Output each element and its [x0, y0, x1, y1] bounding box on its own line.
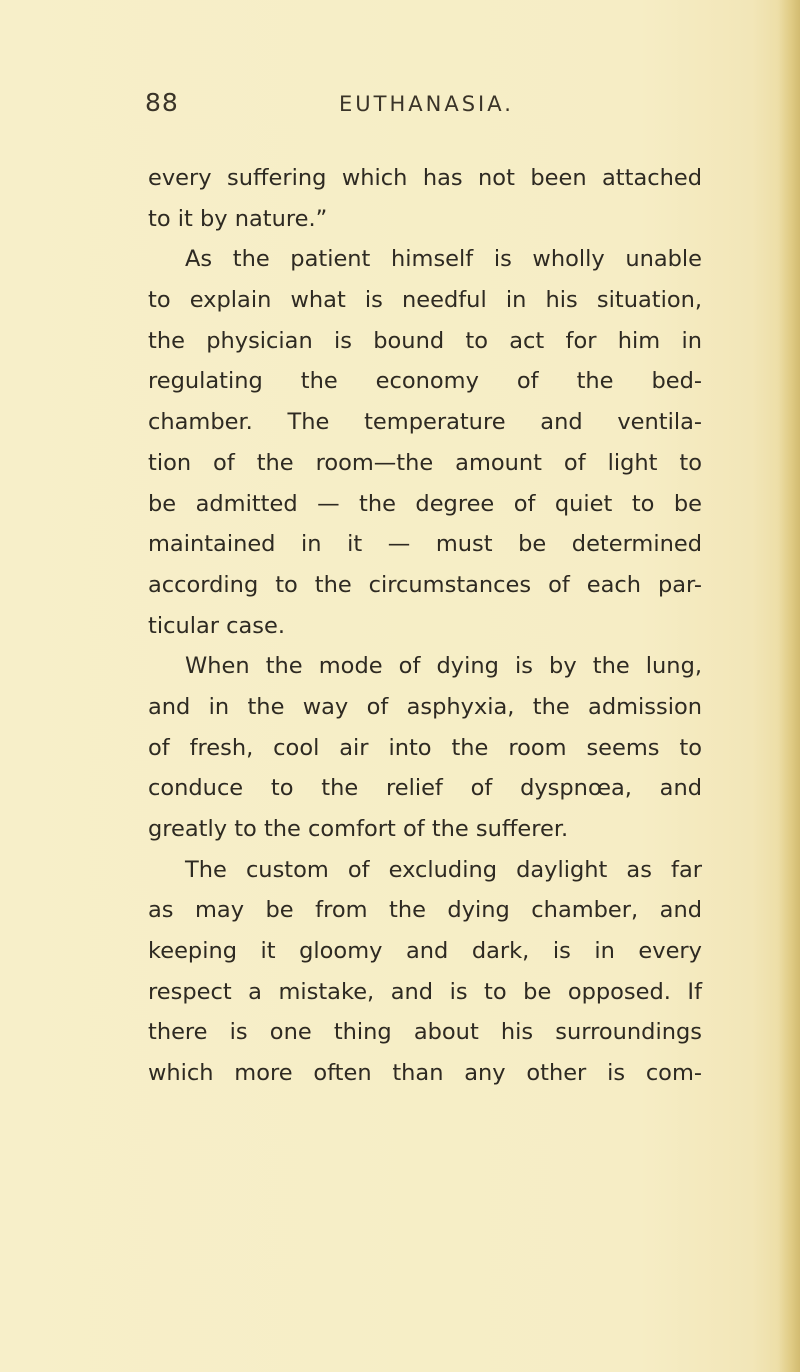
text-line: ticular case.: [148, 612, 286, 639]
body-text: [148, 158, 702, 1094]
text-line: according to the circumstances of each par-: [148, 571, 702, 598]
text-line: every suffering which has not been attached: [148, 165, 702, 191]
paragraph-start-line: The custom of excluding daylight as far: [185, 856, 702, 883]
text-line: to explain what is needful in his situation,: [148, 287, 702, 314]
text-line: regulating the economy of the bed-: [148, 368, 702, 395]
text-line: which more often than any other is com-: [148, 1060, 702, 1087]
text-line: conduce to the relief of dyspnœa, and: [148, 775, 702, 802]
page-number: 88: [145, 88, 179, 117]
text-line: tion of the room—the amount of light to: [148, 449, 702, 476]
text-line: keeping it gloomy and dark, is in every: [148, 938, 702, 965]
text-line: greatly to the comfort of the sufferer.: [148, 816, 569, 842]
text-line: and in the way of asphyxia, the admission: [148, 693, 702, 720]
text-line: as may be from the dying chamber, and: [148, 897, 702, 924]
page-header: [145, 88, 705, 128]
text-line: respect a mistake, and is to be opposed. If: [148, 978, 702, 1005]
text-line: there is one thing about his surroundings: [148, 1019, 702, 1046]
running-head: EUTHANASIA.: [339, 92, 514, 116]
page-edge-shadow: [778, 0, 800, 1372]
text-line: maintained in it — must be determined: [148, 531, 702, 558]
paragraph-start-line: As the patient himself is wholly unable: [185, 246, 702, 273]
text-line: to it by nature.”: [148, 205, 328, 232]
text-line: be admitted — the degree of quiet to be: [148, 490, 702, 517]
paragraph-start-line: When the mode of dying is by the lung,: [185, 653, 702, 680]
text-line: of fresh, cool air into the room seems to: [148, 734, 702, 761]
text-line: chamber. The temperature and ventila-: [148, 409, 702, 436]
text-line: the physician is bound to act for him in: [148, 327, 702, 354]
